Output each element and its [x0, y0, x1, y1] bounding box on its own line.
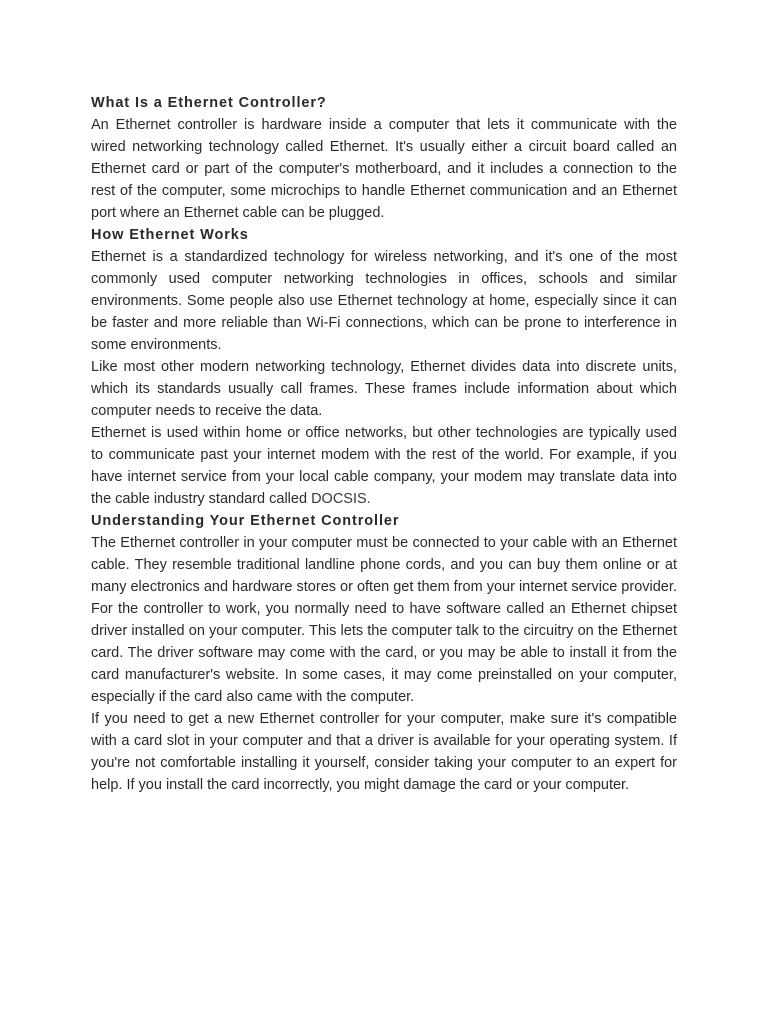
paragraph-ethernet-networks — [91, 422, 677, 510]
paragraph-ethernet-driver: For the controller to work, you normally need to have software called an Ethernet chipset driver installed on your computer. This lets the computer talk to the circuitry on the Ethernet card. The driver software may come with the card, or you may be able to install it from the card manufacturer's website. In some cases, it may come preinstalled on your computer, especially if the card also came with the computer. — [91, 601, 677, 705]
heading-what-is-ethernet-controller: What Is a Ethernet Controller? — [91, 95, 327, 111]
paragraph-ethernet-cable: The Ethernet controller in your computer must be connected to your cable with an Ethernet cable. They resemble traditional landline phone cords, and you can buy them online or at many electronics and hardware stores or often get them from your internet service provider. — [91, 535, 677, 595]
paragraph-ethernet-standard: Ethernet is a standardized technology for wireless networking, and it's one of the most commonly used computer networking technologies in offices, schools and similar environments. Some people also use Ethernet technology at home, especially since it can be faster and more reliable than Wi-Fi connections, which can be prone to interference in some environments. — [91, 249, 677, 353]
paragraph-ethernet-controller-definition: An Ethernet controller is hardware inside a computer that lets it communicate with the wired networking technology called Ethernet. It's usually either a circuit board called an Ethernet card or part of the computer's motherboard, and it includes a connection to the rest of the computer, some microchips to handle Ethernet communication and an Ethernet port where an Ethernet cable can be plugged. — [91, 117, 677, 221]
paragraph-ethernet-networks-text: Ethernet is used within home or office networks, but other technologies are typically used to communicate past your internet modem with the rest of the world. For example, if you have internet service from your local cable company, your modem may translate data into the cable industry standard called — [91, 425, 677, 507]
document-page — [91, 92, 677, 796]
docsis-term: DOCSIS. — [311, 491, 371, 507]
heading-understanding-ethernet-controller: Understanding Your Ethernet Controller — [91, 513, 400, 529]
paragraph-new-controller: If you need to get a new Ethernet controller for your computer, make sure it's compatible with a card slot in your computer and that a driver is available for your operating system. If you're not comfortable installing it yourself, consider taking your computer to an expert for help. If you install the card incorrectly, you might damage the card or your computer. — [91, 711, 677, 793]
heading-how-ethernet-works: How Ethernet Works — [91, 227, 249, 243]
paragraph-ethernet-frames: Like most other modern networking technology, Ethernet divides data into discrete units, which its standards usually call frames. These frames include information about which computer needs to receive the data. — [91, 359, 677, 419]
